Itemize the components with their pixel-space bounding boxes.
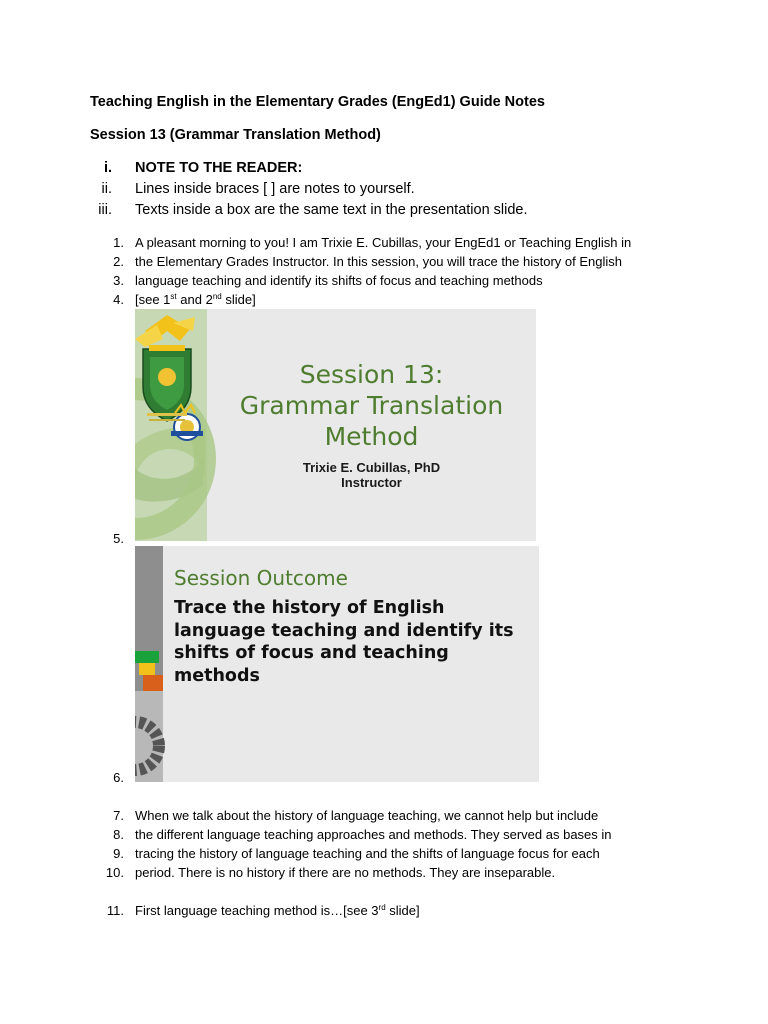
note-text: Texts inside a box are the same text in the presentation slide. <box>135 202 528 218</box>
document-title: Teaching English in the Elementary Grades (EngEd1) Guide Notes <box>90 94 545 110</box>
line-number: 10. <box>105 865 124 880</box>
note-number: iii. <box>98 202 112 218</box>
line-text: [see 1st and 2nd slide] <box>135 292 256 307</box>
slide-2-title: Session Outcome <box>174 566 348 590</box>
note-number: i. <box>103 160 112 176</box>
line-number: 11. <box>106 903 124 918</box>
line-number: 8. <box>113 827 124 842</box>
slide-1-title: Method <box>324 422 419 451</box>
line-number: 9. <box>113 846 124 861</box>
line-text: the different language teaching approaches and methods. They served as bases in <box>135 827 612 842</box>
note-number: ii. <box>101 181 112 197</box>
line-number: 2. <box>113 254 124 269</box>
line-text: First language teaching method is…[see 3rd slide] <box>135 903 420 918</box>
line-text: A pleasant morning to you! I am Trixie E. Cubillas, your EngEd1 or Teaching English in <box>135 235 632 250</box>
slide-2-image <box>135 546 539 782</box>
slide-1-title: Session 13: <box>299 360 444 389</box>
line-text: When we talk about the history of language teaching, we cannot help but include <box>135 808 599 823</box>
line-number: 3. <box>113 273 124 288</box>
line-text: period. There is no history if there are no methods. They are inseparable. <box>135 865 556 880</box>
line-text: the Elementary Grades Instructor. In this session, you will trace the history of English <box>135 254 622 269</box>
slide-2-body: Trace the history of English language teaching and identify its shifts of focus and teaching methods <box>174 598 514 686</box>
slide-1-role: Instructor <box>341 475 402 490</box>
line-number: 7. <box>113 808 124 823</box>
session-title: Session 13 (Grammar Translation Method) <box>90 127 381 143</box>
line-number: 1. <box>113 235 124 250</box>
slide-1-image <box>135 309 536 541</box>
line-number: 4. <box>113 292 124 307</box>
note-text: Lines inside braces [ ] are notes to yourself. <box>135 181 415 197</box>
line-number: 5. <box>113 531 124 546</box>
note-heading: NOTE TO THE READER: <box>135 160 303 176</box>
line-text: language teaching and identify its shifts of focus and teaching methods <box>135 273 543 288</box>
slide-1-title: Grammar Translation <box>239 391 504 420</box>
slide-1-presenter: Trixie E. Cubillas, PhD <box>302 460 441 475</box>
line-number: 6. <box>113 770 124 785</box>
line-text: tracing the history of language teaching and the shifts of language focus for each <box>135 846 600 861</box>
